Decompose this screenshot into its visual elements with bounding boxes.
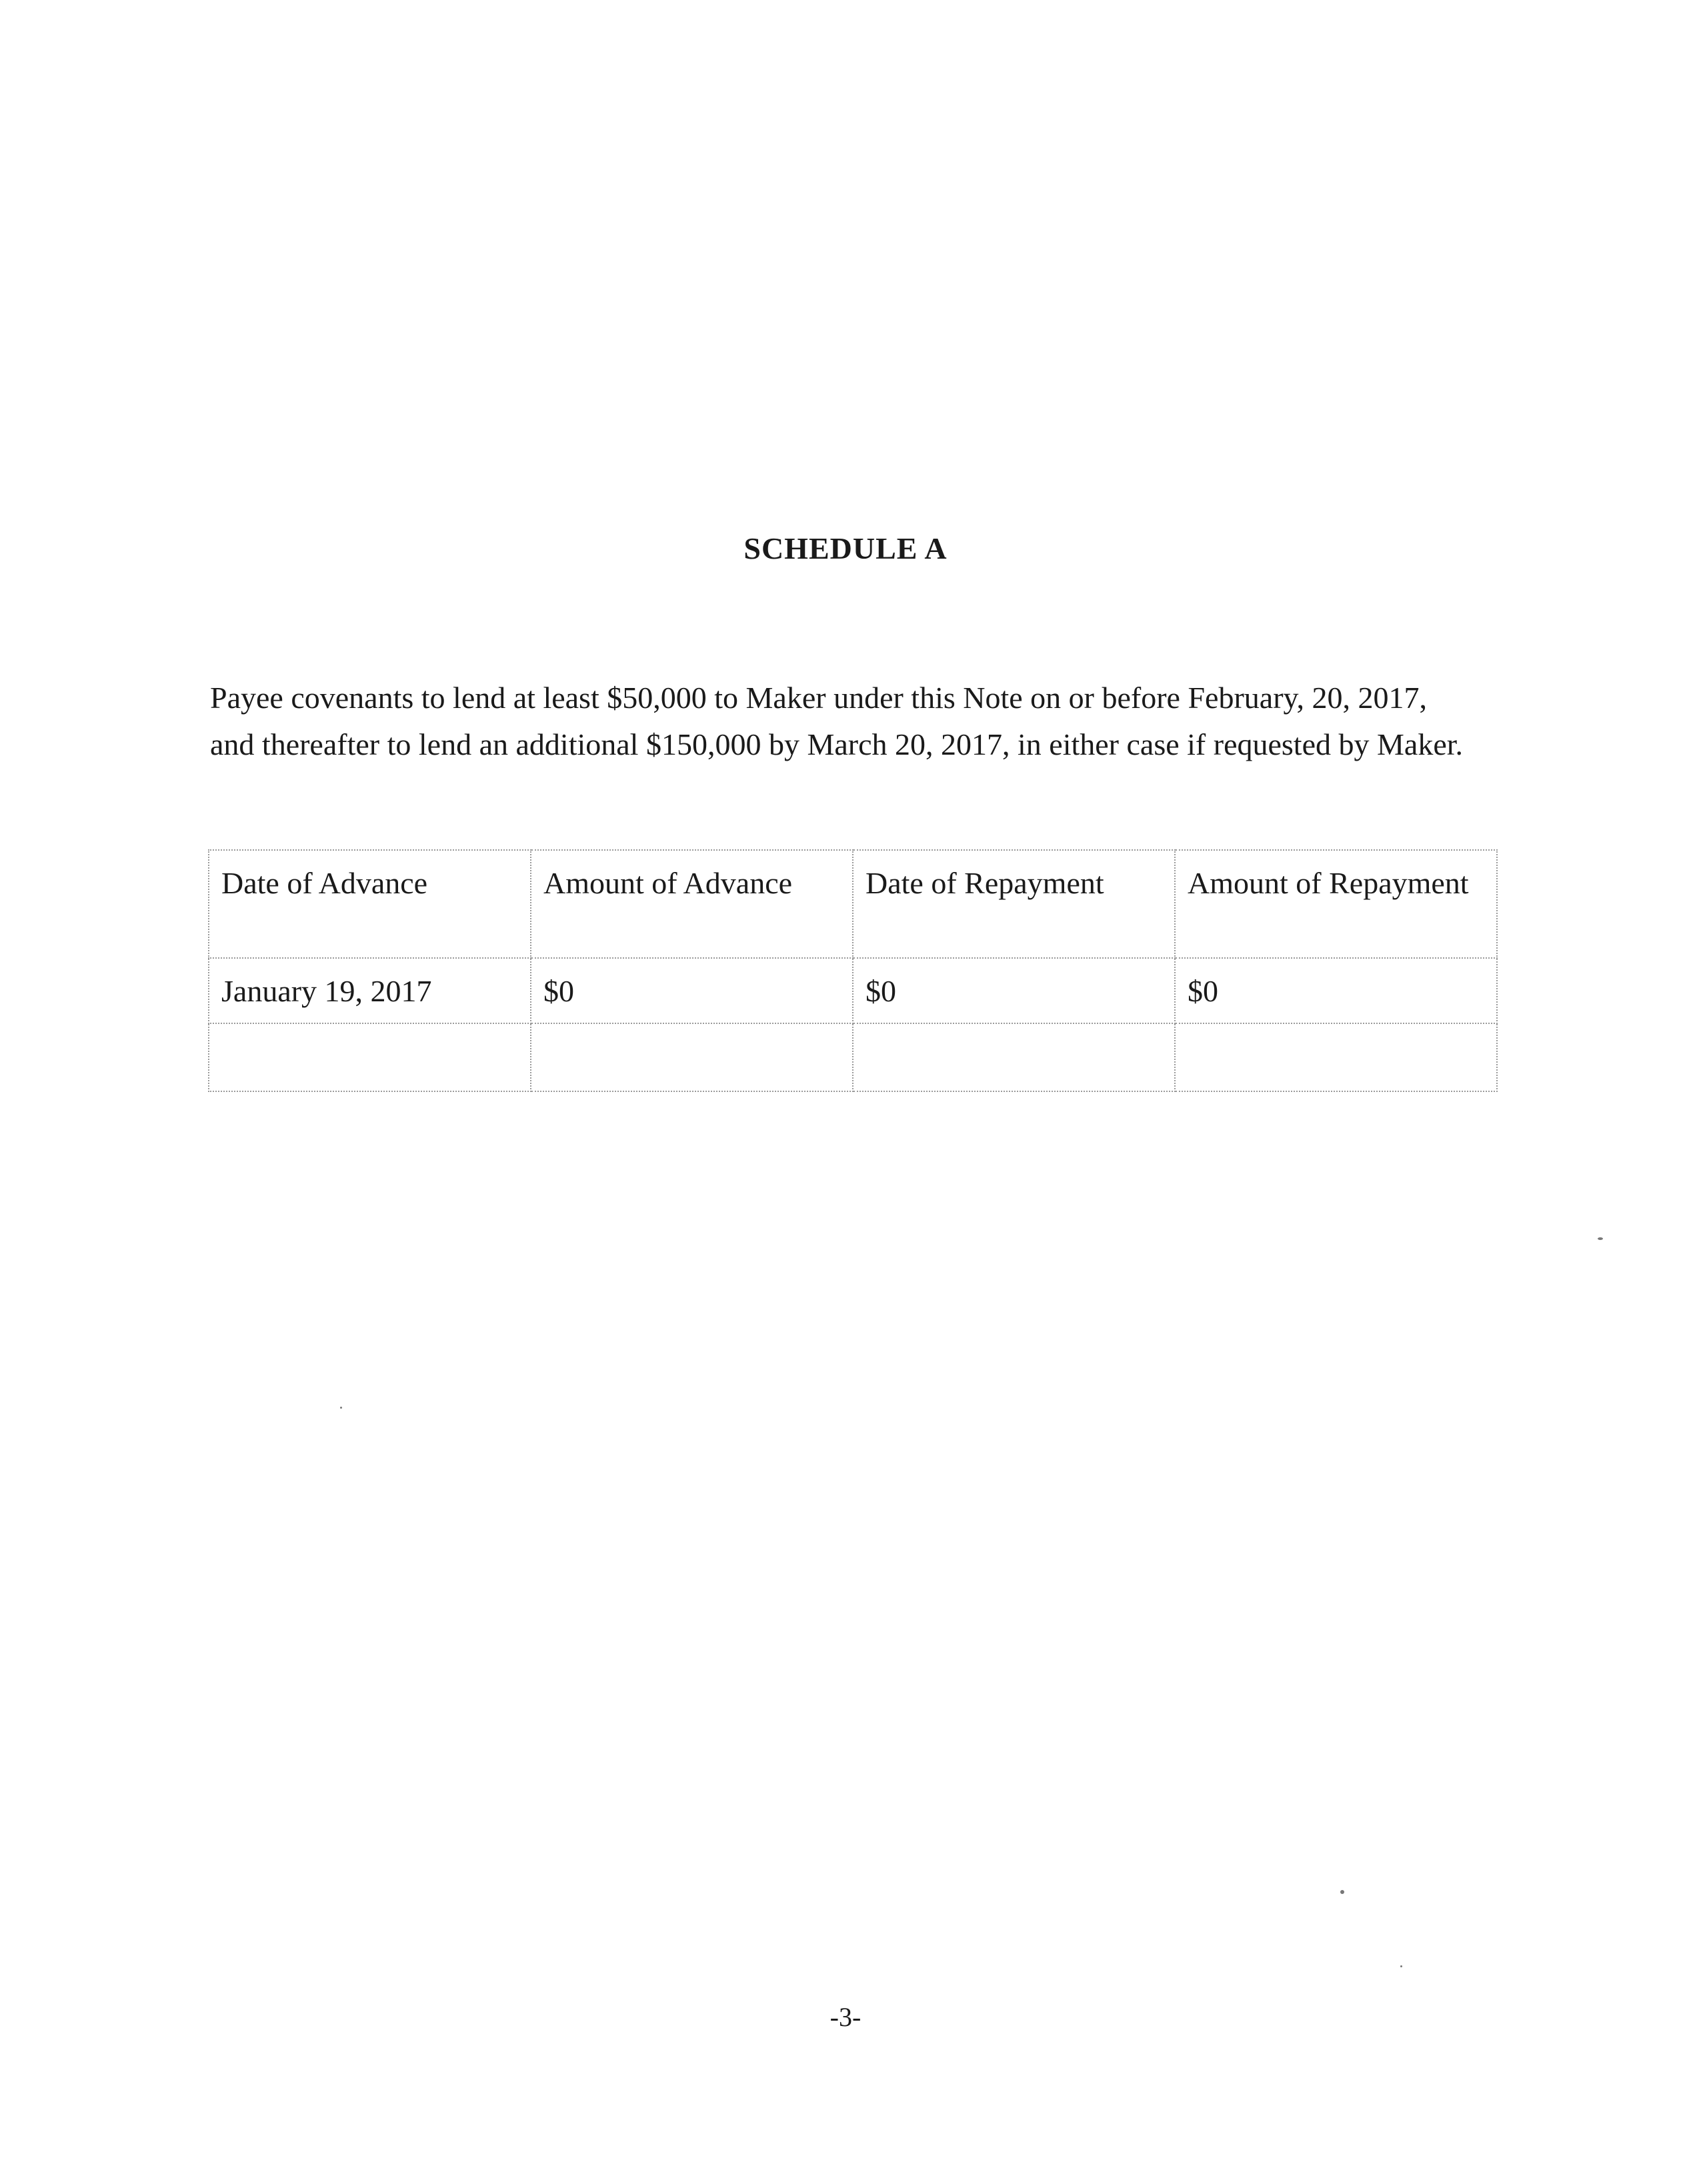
page-title: SCHEDULE A — [743, 531, 948, 565]
schedule-paragraph: Payee covenants to lend at least $50,000 to Maker under this Note on or before February, 20, 2017, and thereafter to lend an additional $150,000 by March 20, 2017, in either case if requested by Maker. — [210, 681, 1464, 761]
scan-speck — [1598, 1237, 1603, 1240]
page-number: -3- — [829, 2002, 862, 2032]
header-amount-of-repayment: Amount of Repayment — [1175, 850, 1497, 958]
cell-amount-of-repayment: $0 — [1175, 958, 1497, 1023]
table-row — [209, 958, 1497, 1023]
cell-date-of-repayment: $0 — [853, 958, 1175, 1023]
table-header-row — [209, 850, 1497, 958]
cell-date-of-advance: January 19, 2017 — [209, 958, 531, 1023]
header-date-of-repayment: Date of Repayment — [853, 850, 1175, 958]
scan-speck — [340, 1407, 342, 1409]
scan-speck — [1340, 1890, 1344, 1894]
scan-speck — [1400, 1965, 1402, 1967]
header-amount-of-advance: Amount of Advance — [531, 850, 853, 958]
schedule-table — [208, 849, 1498, 1092]
cell-amount-of-advance — [531, 1023, 853, 1091]
table-row — [209, 1023, 1497, 1091]
cell-amount-of-repayment — [1175, 1023, 1497, 1091]
cell-date-of-advance — [209, 1023, 531, 1091]
cell-amount-of-advance: $0 — [531, 958, 853, 1023]
header-date-of-advance: Date of Advance — [209, 850, 531, 958]
cell-date-of-repayment — [853, 1023, 1175, 1091]
